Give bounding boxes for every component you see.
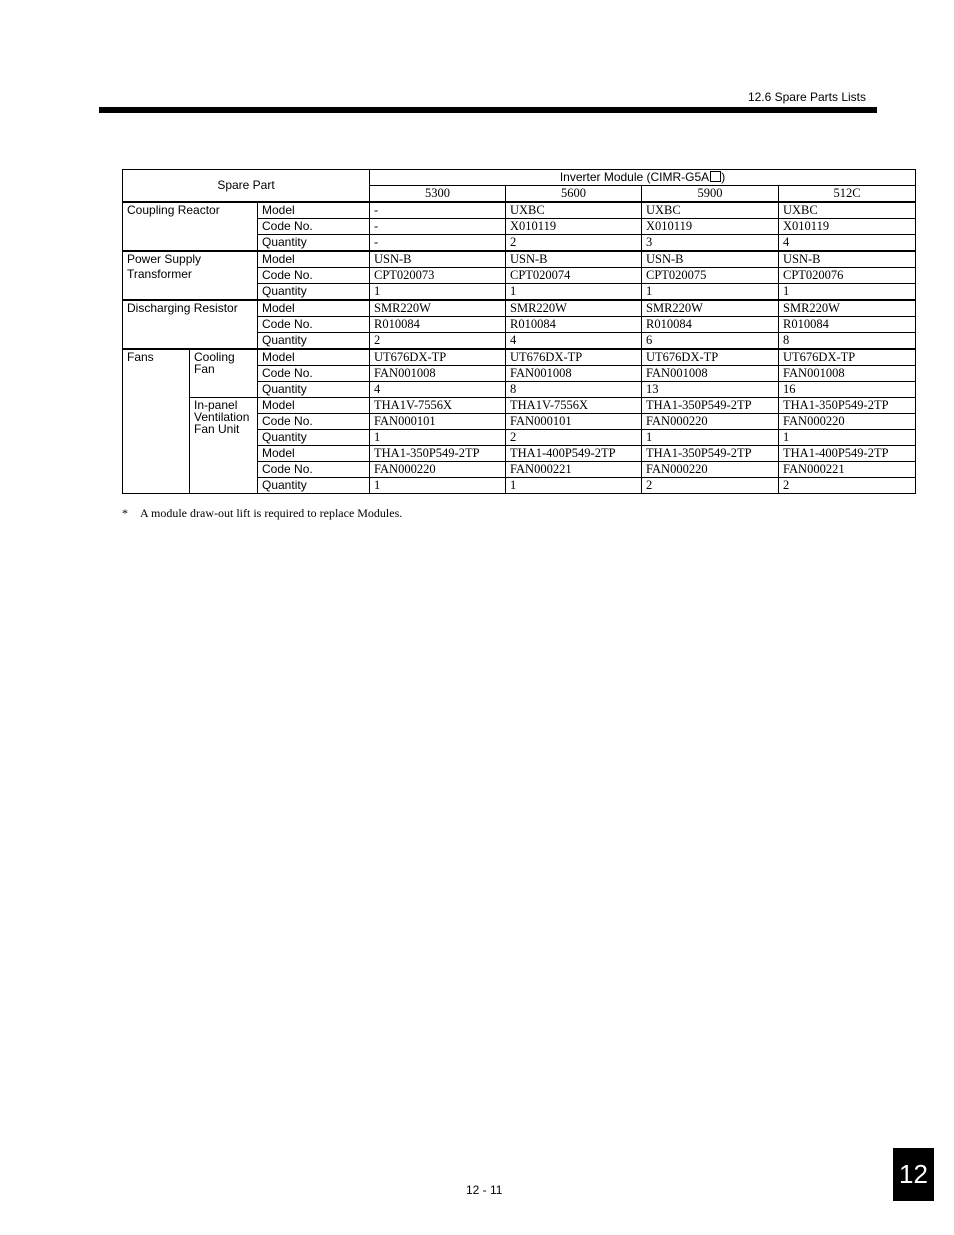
- sub-line: Cooling: [194, 350, 235, 364]
- cell-value: 1: [370, 478, 506, 494]
- cell-value: 4: [370, 382, 506, 398]
- item-label: Model: [258, 202, 370, 219]
- cell-value: SMR220W: [506, 300, 642, 317]
- cell-value: R010084: [642, 317, 779, 333]
- cell-value: R010084: [779, 317, 916, 333]
- cell-value: FAN001008: [779, 366, 916, 382]
- cell-value: THA1V-7556X: [506, 398, 642, 414]
- item-label: Quantity: [258, 235, 370, 252]
- cell-value: 3: [642, 235, 779, 252]
- model-header-512C: 512C: [779, 186, 916, 203]
- header-rule: [99, 107, 877, 113]
- cell-value: SMR220W: [642, 300, 779, 317]
- cell-value: THA1V-7556X: [370, 398, 506, 414]
- table-row: [123, 398, 916, 414]
- cell-value: UT676DX-TP: [779, 349, 916, 366]
- cell-value: 8: [506, 382, 642, 398]
- sub-line: Fan: [194, 362, 215, 376]
- cell-value: UT676DX-TP: [370, 349, 506, 366]
- inverter-module-header-suffix: ): [721, 170, 726, 184]
- cell-value: 1: [779, 430, 916, 446]
- cell-value: 1: [642, 284, 779, 301]
- cell-value: CPT020076: [779, 268, 916, 284]
- part-fans: Fans: [123, 349, 190, 494]
- cell-value: USN-B: [506, 251, 642, 268]
- cell-value: -: [370, 219, 506, 235]
- item-label: Code No.: [258, 268, 370, 284]
- cell-value: FAN001008: [506, 366, 642, 382]
- cell-value: X010119: [506, 219, 642, 235]
- cell-value: CPT020074: [506, 268, 642, 284]
- item-label: Quantity: [258, 382, 370, 398]
- cell-value: 2: [642, 478, 779, 494]
- part-power-supply-transformer: [123, 251, 258, 300]
- cell-value: SMR220W: [779, 300, 916, 317]
- cell-value: R010084: [506, 317, 642, 333]
- item-label: Code No.: [258, 317, 370, 333]
- sub-line: In-panel: [194, 398, 238, 412]
- cell-value: 1: [506, 478, 642, 494]
- model-header-5600: 5600: [506, 186, 642, 203]
- cell-value: USN-B: [370, 251, 506, 268]
- table-row: [123, 251, 916, 268]
- spare-part-header: Spare Part: [123, 170, 370, 203]
- cell-value: FAN000221: [506, 462, 642, 478]
- item-label: Code No.: [258, 219, 370, 235]
- part-line: Power Supply: [127, 252, 202, 266]
- table-row: [123, 202, 916, 219]
- cell-value: UXBC: [779, 202, 916, 219]
- table-row: [123, 349, 916, 366]
- cell-value: 2: [370, 333, 506, 350]
- cell-value: THA1-350P549-2TP: [642, 398, 779, 414]
- cell-value: THA1-350P549-2TP: [779, 398, 916, 414]
- cell-value: SMR220W: [370, 300, 506, 317]
- cell-value: FAN001008: [370, 366, 506, 382]
- cell-value: FAN001008: [642, 366, 779, 382]
- item-label: Code No.: [258, 366, 370, 382]
- cell-value: 8: [779, 333, 916, 350]
- cell-value: UT676DX-TP: [642, 349, 779, 366]
- item-label: Model: [258, 349, 370, 366]
- item-label: Code No.: [258, 462, 370, 478]
- cell-value: 1: [370, 430, 506, 446]
- cell-value: -: [370, 235, 506, 252]
- cell-value: X010119: [642, 219, 779, 235]
- item-label: Quantity: [258, 333, 370, 350]
- section-label: 12.6 Spare Parts Lists: [747, 90, 866, 104]
- cell-value: 16: [779, 382, 916, 398]
- cell-value: 6: [642, 333, 779, 350]
- sub-in-panel-ventilation-fan-unit: [190, 398, 258, 494]
- cell-value: THA1-400P549-2TP: [779, 446, 916, 462]
- cell-value: 2: [506, 430, 642, 446]
- model-placeholder-box-icon: [710, 171, 721, 182]
- model-header-5900: 5900: [642, 186, 779, 203]
- item-label: Quantity: [258, 430, 370, 446]
- cell-value: 2: [779, 478, 916, 494]
- part-coupling-reactor: Coupling Reactor: [123, 202, 258, 251]
- item-label: Model: [258, 251, 370, 268]
- cell-value: FAN000101: [370, 414, 506, 430]
- footnote-text: A module draw-out lift is required to replace Modules.: [140, 506, 403, 520]
- sub-line: Ventilation: [194, 410, 250, 424]
- cell-value: CPT020075: [642, 268, 779, 284]
- cell-value: FAN000220: [642, 414, 779, 430]
- cell-value: FAN000101: [506, 414, 642, 430]
- cell-value: 1: [779, 284, 916, 301]
- cell-value: FAN000221: [779, 462, 916, 478]
- cell-value: THA1-350P549-2TP: [642, 446, 779, 462]
- item-label: Model: [258, 446, 370, 462]
- sub-line: Fan Unit: [194, 422, 240, 436]
- cell-value: USN-B: [642, 251, 779, 268]
- cell-value: THA1-400P549-2TP: [506, 446, 642, 462]
- cell-value: 1: [642, 430, 779, 446]
- cell-value: FAN000220: [779, 414, 916, 430]
- spare-parts-table: [122, 169, 916, 494]
- model-header-5300: 5300: [370, 186, 506, 203]
- cell-value: UXBC: [642, 202, 779, 219]
- cell-value: 1: [506, 284, 642, 301]
- item-label: Model: [258, 398, 370, 414]
- cell-value: CPT020073: [370, 268, 506, 284]
- cell-value: THA1-350P549-2TP: [370, 446, 506, 462]
- item-label: Quantity: [258, 478, 370, 494]
- cell-value: X010119: [779, 219, 916, 235]
- footnote-mark: *: [122, 506, 128, 520]
- cell-value: -: [370, 202, 506, 219]
- cell-value: FAN000220: [370, 462, 506, 478]
- cell-value: UT676DX-TP: [506, 349, 642, 366]
- item-label: Model: [258, 300, 370, 317]
- cell-value: R010084: [370, 317, 506, 333]
- cell-value: USN-B: [779, 251, 916, 268]
- part-discharging-resistor: Discharging Resistor: [123, 300, 258, 349]
- item-label: Quantity: [258, 284, 370, 301]
- cell-value: 4: [779, 235, 916, 252]
- cell-value: FAN000220: [642, 462, 779, 478]
- cell-value: 1: [370, 284, 506, 301]
- cell-value: 2: [506, 235, 642, 252]
- inverter-module-header: [370, 170, 916, 186]
- item-label: Code No.: [258, 414, 370, 430]
- cell-value: 4: [506, 333, 642, 350]
- sub-cooling-fan: [190, 349, 258, 398]
- chapter-tab: 12: [893, 1148, 934, 1201]
- part-line: Transformer: [127, 267, 192, 281]
- table-row: [123, 300, 916, 317]
- footnote: [122, 506, 402, 521]
- cell-value: UXBC: [506, 202, 642, 219]
- cell-value: 13: [642, 382, 779, 398]
- page-number: 12 - 11: [466, 1183, 503, 1197]
- inverter-module-header-text: Inverter Module (CIMR-G5A: [559, 170, 710, 184]
